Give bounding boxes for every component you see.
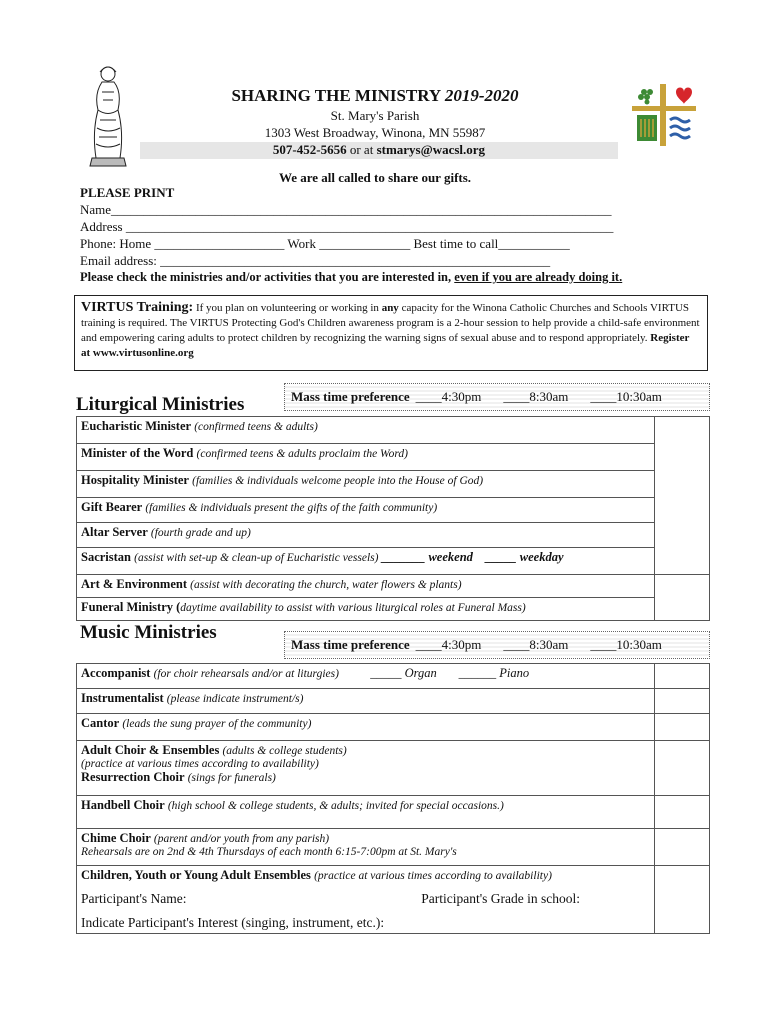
contact-email: stmarys@wacsl.org xyxy=(376,142,486,157)
table-row xyxy=(77,471,710,498)
ministry-desc: (practice at various times according to availability) xyxy=(314,870,552,882)
checkbox-cell[interactable] xyxy=(655,741,710,796)
table-row xyxy=(77,575,710,598)
ministry-name: Sacristan xyxy=(81,550,131,564)
page-title xyxy=(140,86,610,106)
participant-grade-field[interactable]: Participant's Grade in school: xyxy=(421,891,580,906)
sacristan-weekday[interactable]: _____ weekday xyxy=(485,550,564,564)
checkbox-cell[interactable] xyxy=(655,714,710,741)
mass-pref-label: Mass time preference xyxy=(291,637,410,652)
name-field[interactable]: Name_____________________________________________________________________________ xyxy=(80,202,612,217)
ministry-name: Instrumentalist xyxy=(81,691,164,705)
music-ministries-table xyxy=(76,663,710,934)
ministry-name: Hospitality Minister xyxy=(81,473,189,487)
liturgical-section-title: Liturgical Ministries xyxy=(76,394,245,415)
participant-interest-field[interactable]: Indicate Participant's Interest (singing, instrument, etc.): xyxy=(81,915,385,930)
ministry-desc: (sings for funerals) xyxy=(187,772,276,784)
checkbox-cell[interactable] xyxy=(655,689,710,714)
table-row xyxy=(77,866,710,934)
parish-address: 1303 West Broadway, Winona, MN 55987 xyxy=(264,125,486,140)
contact-phone: 507-452-5656 xyxy=(272,142,347,157)
ministry-name: Eucharistic Minister xyxy=(81,419,192,433)
ministry-desc: (for choir rehearsals and/or at liturgies) xyxy=(153,668,339,680)
ministry-desc: (adults & college students) xyxy=(222,745,347,757)
mass-pref-1030[interactable]: ____10:30am xyxy=(590,389,662,404)
checkbox-cell[interactable] xyxy=(655,575,710,621)
table-row xyxy=(77,523,710,548)
ministry-desc: (fourth grade and up) xyxy=(150,527,251,539)
mass-pref-430[interactable]: ____4:30pm xyxy=(415,389,482,404)
table-row xyxy=(77,417,710,444)
parish-cross-logo-icon xyxy=(632,84,696,146)
table-row xyxy=(77,548,710,575)
ministry-name: Gift Bearer xyxy=(81,500,143,514)
ministry-name: Chime Choir xyxy=(81,831,151,845)
ministry-name: Accompanist xyxy=(81,666,151,680)
ministry-desc: daytime availability to assist with various liturgical roles at Funeral Mass) xyxy=(180,602,526,614)
ministry-name: Minister of the Word xyxy=(81,446,194,460)
table-row xyxy=(77,498,710,523)
music-section-title: Music Ministries xyxy=(80,622,217,643)
table-row xyxy=(77,741,710,796)
ministry-name: Funeral Ministry ( xyxy=(81,600,181,614)
accompanist-organ[interactable]: _____ Organ xyxy=(370,666,437,680)
mass-pref-label: Mass time preference xyxy=(291,389,410,404)
email-field[interactable]: Email address: ____________________________________________________________ xyxy=(80,253,551,268)
checkbox-cell[interactable] xyxy=(655,417,710,575)
virtus-text-1: If you plan on volunteering or working in xyxy=(195,302,379,314)
ministry-desc: (confirmed teens & adults) xyxy=(194,421,318,433)
please-print-label: PLEASE PRINT xyxy=(80,185,175,200)
instruction-text xyxy=(80,270,622,285)
accompanist-piano[interactable]: ______ Piano xyxy=(458,666,530,680)
music-mass-preference xyxy=(284,631,710,659)
ministry-desc: (high school & college students, & adults; invited for special occasions.) xyxy=(167,800,504,812)
virtus-text-2: capacity for the Winona Catholic Churches and Schools VIRTUS training is required. The VIRTUS Protecting God's Children awareness program is a 2-hour session to help provide a child-safe environment and empowering caring adults to protect children by recognizing the warning signs of sexual abuse and to respond appropriately. xyxy=(81,302,700,344)
ministry-subnote: (practice at various times according to availability) xyxy=(81,758,319,770)
phone-fields[interactable]: Phone: Home ____________________ Work ______________ Best time to call___________ xyxy=(80,236,570,251)
table-row xyxy=(77,664,710,689)
table-row xyxy=(77,598,710,621)
ministry-desc: (families & individuals present the gifts of the faith community) xyxy=(145,502,438,514)
ministry-desc: (families & individuals welcome people into the House of God) xyxy=(192,475,484,487)
virtus-title: VIRTUS Training: xyxy=(81,300,194,315)
ministry-desc: (assist with decorating the church, water flowers & plants) xyxy=(190,579,462,591)
instruction-emphasis: even if you are already doing it. xyxy=(454,270,623,284)
ministry-name: Altar Server xyxy=(81,525,148,539)
sacristan-weekend[interactable]: _______ weekend xyxy=(381,550,473,564)
liturgical-ministries-table xyxy=(76,416,710,621)
ministry-name: Cantor xyxy=(81,716,120,730)
contact-line xyxy=(140,142,618,159)
checkbox-cell[interactable] xyxy=(655,796,710,829)
ministry-name: Adult Choir & Ensembles xyxy=(81,743,220,757)
title-text: SHARING THE MINISTRY xyxy=(231,86,441,105)
saint-statue-icon xyxy=(82,62,132,170)
mass-pref-830[interactable]: ____8:30am xyxy=(503,637,569,652)
ministry-name: Art & Environment xyxy=(81,577,188,591)
ministry-desc: (parent and/or youth from any parish) xyxy=(153,833,330,845)
participant-name-field[interactable]: Participant's Name: xyxy=(81,891,187,906)
table-row xyxy=(77,689,710,714)
table-row xyxy=(77,796,710,829)
liturgical-mass-preference xyxy=(284,383,710,411)
virtus-training-box xyxy=(74,295,708,371)
ministry-desc: (please indicate instrument/s) xyxy=(166,693,304,705)
contact-or: or at xyxy=(349,142,374,157)
mass-pref-1030[interactable]: ____10:30am xyxy=(590,637,662,652)
mass-pref-830[interactable]: ____8:30am xyxy=(503,389,569,404)
table-row xyxy=(77,714,710,741)
checkbox-cell[interactable] xyxy=(655,866,710,934)
tagline: We are all called to share our gifts. xyxy=(278,170,472,185)
table-row xyxy=(77,444,710,471)
parish-name: St. Mary's Parish xyxy=(330,108,420,123)
ministry-desc: (assist with set-up & clean-up of Eucharistic vessels) xyxy=(134,552,379,564)
ministry-name: Handbell Choir xyxy=(81,798,165,812)
virtus-any: any xyxy=(381,302,399,314)
ministry-name: Resurrection Choir xyxy=(81,770,185,784)
checkbox-cell[interactable] xyxy=(655,829,710,866)
checkbox-cell[interactable] xyxy=(655,664,710,689)
mass-pref-430[interactable]: ____4:30pm xyxy=(415,637,482,652)
virtus-register: Register at www.virtusonline.org xyxy=(81,332,690,359)
ministry-name: Children, Youth or Young Adult Ensembles xyxy=(81,868,311,882)
ministry-desc: (confirmed teens & adults proclaim the Word) xyxy=(196,448,408,460)
instruction-main: Please check the ministries and/or activities that you are interested in, xyxy=(80,270,452,284)
ministry-desc: (leads the sung prayer of the community) xyxy=(122,718,312,730)
table-row xyxy=(77,829,710,866)
title-year: 2019-2020 xyxy=(444,86,519,105)
address-field[interactable]: Address ___________________________________________________________________________ xyxy=(80,219,614,234)
ministry-subnote: Rehearsals are on 2nd & 4th Thursdays of each month 6:15-7:00pm at St. Mary's xyxy=(81,846,457,858)
